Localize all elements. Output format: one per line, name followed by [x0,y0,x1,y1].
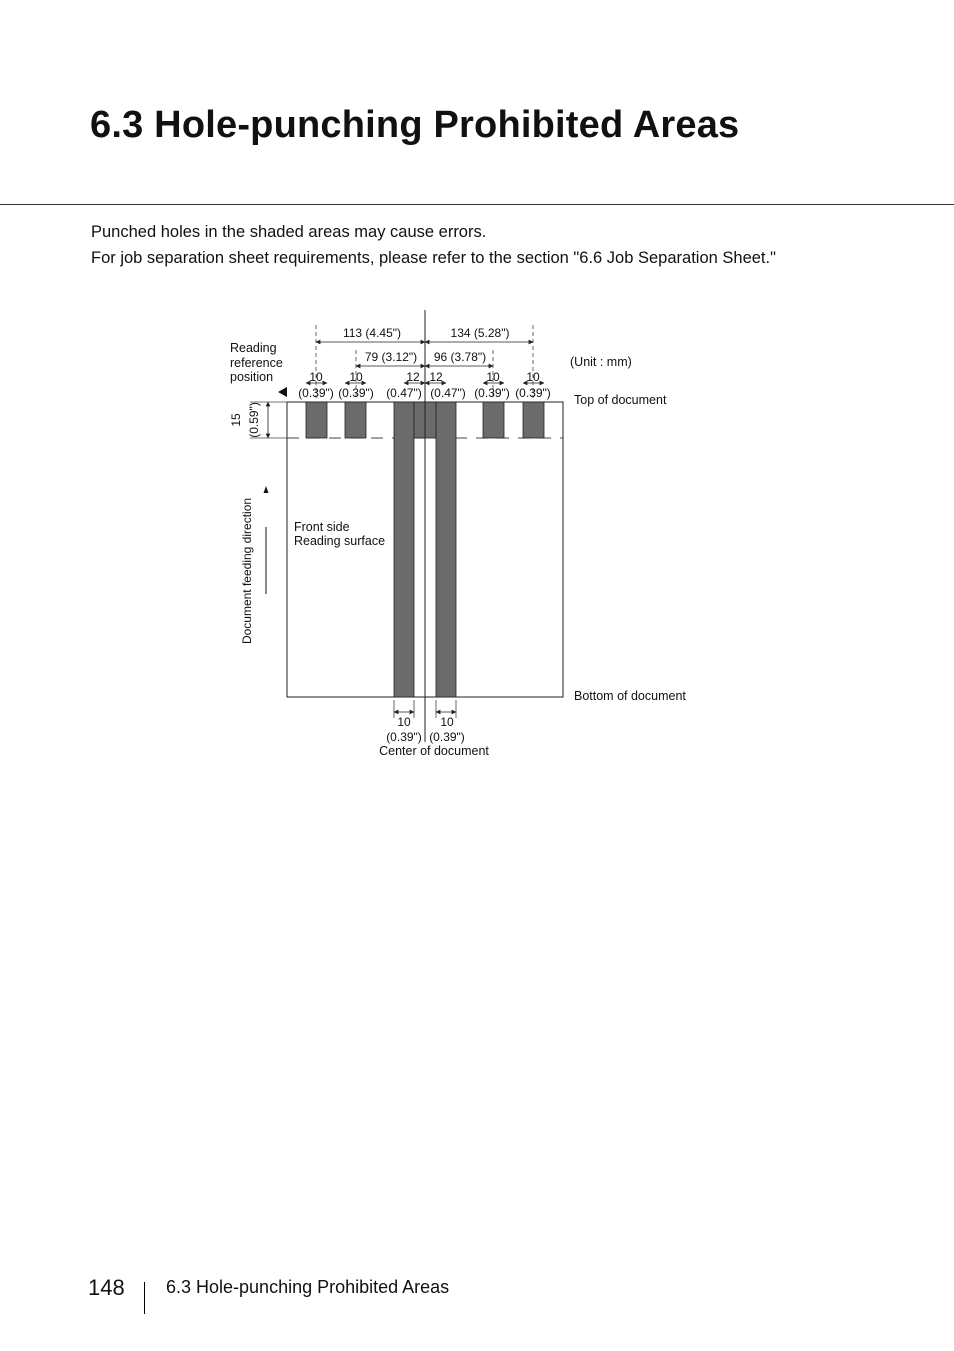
top-width-mm-5: 10 [486,370,500,384]
dim-label-96: 96 (3.78") [433,350,487,364]
top-width-mm-4: 12 [429,370,443,384]
hole-punch-diagram [0,300,954,770]
reading-reference-arrow-icon [278,387,287,397]
top-of-document-label: Top of document [574,393,667,407]
svg-text:reference: reference [230,356,283,370]
top-width-mm-1: 10 [309,370,323,384]
bottom-width-mm-2: 10 [440,715,454,729]
unit-label: (Unit : mm) [570,355,632,369]
intro-text-2: For job separation sheet requirements, please refer to the section "6.6 Job Separation Sheet." [91,249,776,267]
reading-surface-label: Reading surface [294,534,386,548]
feeding-direction-label: Document feeding direction [240,497,254,645]
shaded-area-center-left [394,402,414,697]
top-width-mm-2: 10 [349,370,363,384]
dim-label-79: 79 (3.12") [364,350,418,364]
shaded-area-2 [345,402,366,438]
front-side-label: Front side [294,520,350,534]
page-title: 6.3 Hole-punching Prohibited Areas [90,104,740,146]
reading-reference-label [230,341,283,384]
dim-label-15-in: (0.59") [247,402,261,438]
top-width-in-2: (0.39") [338,386,374,400]
top-width-in-4: (0.47") [430,386,466,400]
bottom-of-document-label: Bottom of document [574,689,686,703]
footer-section-title: 6.3 Hole-punching Prohibited Areas [166,1277,450,1297]
top-width-in-1: (0.39") [298,386,334,400]
center-of-document-label: Center of document [379,744,489,758]
top-width-in-3: (0.47") [386,386,422,400]
bottom-width-in-2: (0.39") [429,730,465,744]
bottom-width-mm-1: 10 [397,715,411,729]
shaded-area-5 [483,402,504,438]
top-width-in-5: (0.39") [474,386,510,400]
page-number: 148 [88,1275,125,1300]
top-width-mm-3: 12 [406,370,420,384]
dim-label-15: 15 [229,413,243,427]
shaded-area-center-right [436,402,456,697]
svg-text:Reading: Reading [230,341,277,355]
bottom-width-labels [386,715,465,744]
bottom-width-in-1: (0.39") [386,730,422,744]
top-width-mm-6: 10 [526,370,540,384]
svg-text:position: position [230,370,274,384]
title-divider [0,204,954,205]
shaded-area-1 [306,402,327,438]
feeding-direction-arrow-icon [264,486,269,493]
footer-divider [144,1282,145,1314]
intro-text-1: Punched holes in the shaded areas may cause errors. [91,223,487,241]
dim-label-134: 134 (5.28") [450,326,510,340]
dim-label-113: 113 (4.45") [342,326,402,340]
top-width-in-6: (0.39") [515,386,551,400]
shaded-area-6 [523,402,544,438]
